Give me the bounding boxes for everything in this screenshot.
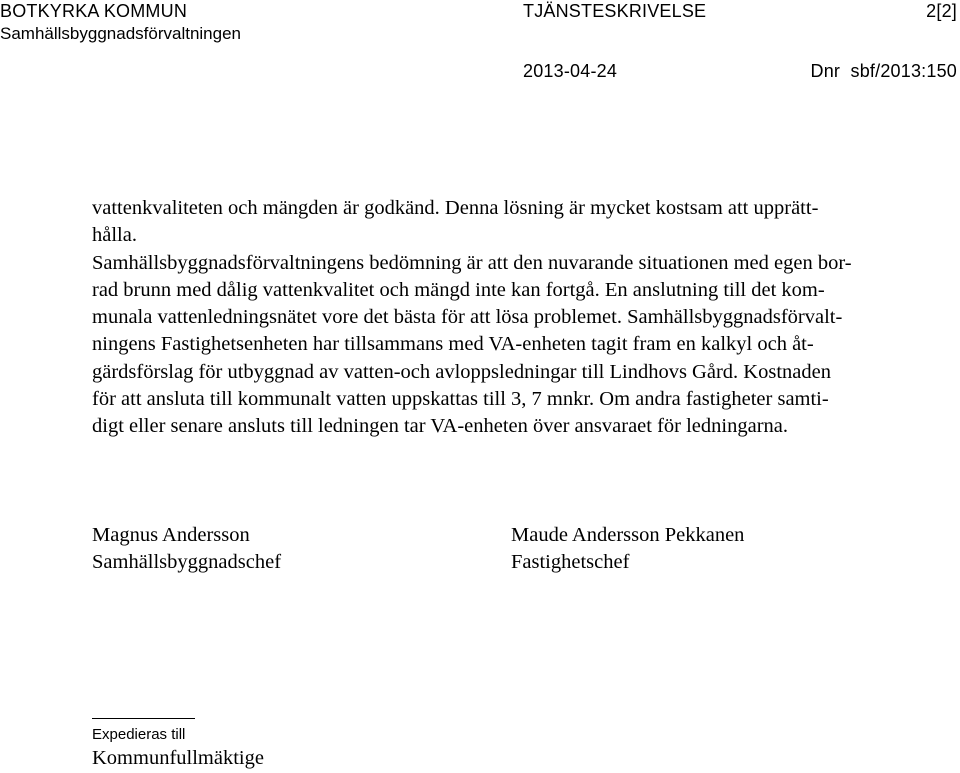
signature-block-1 [92, 522, 281, 576]
body-line: digt eller senare ansluts till ledningen tar VA-enheten över ansvaraet för ledningarna. [92, 415, 788, 438]
body-line: Samhällsbyggnadsförvaltningens bedömning är att den nuvarande situationen med egen bor- [92, 251, 852, 274]
expedieras-rule [92, 718, 195, 719]
body-line: vattenkvaliteten och mängden är godkänd. Denna lösning är mycket kostsam att upprätt- [92, 197, 819, 219]
body-line: munala vattenledningsnätet vore det bästa för att lösa problemet. Samhällsbyggnadsförvalt- [92, 306, 843, 329]
document-dnr: Dnr sbf/2013:150 [810, 61, 957, 81]
body-text [92, 195, 937, 441]
document-type: TJÄNSTESKRIVELSE [523, 1, 707, 21]
signature-block-2 [511, 522, 744, 576]
expedieras-value: Kommunfullmäktige [92, 747, 264, 769]
signature-name: Maude Andersson Pekkanen [511, 524, 745, 546]
department-name: Samhällsbyggnadsförvaltningen [0, 24, 241, 43]
signature-title: Samhällsbyggnadschef [92, 551, 282, 573]
body-line: gärdsförslag för utbyggnad av vatten-och avloppsledningar till Lindhovs Gård. Kostnaden [92, 360, 831, 383]
document-date: 2013-04-24 [523, 61, 618, 81]
body-line: ningens Fastighetsenheten har tillsammans med VA-enheten tagit fram en kalkyl och åt- [92, 333, 814, 356]
signature-name: Magnus Andersson [92, 524, 250, 546]
page-number: 2[2] [926, 1, 957, 21]
organization-name: BOTKYRKA KOMMUN [0, 1, 188, 21]
body-line: rad brunn med dålig vattenkvalitet och mängd inte kan fortgå. En anslutning till det kom- [92, 278, 825, 301]
body-line: för att ansluta till kommunalt vatten uppskattas till 3, 7 mnkr. Om andra fastigheter samti- [92, 388, 829, 411]
body-line: hålla. [92, 224, 137, 247]
expedieras-label: Expedieras till [92, 726, 186, 743]
signature-title: Fastighetschef [511, 551, 630, 573]
